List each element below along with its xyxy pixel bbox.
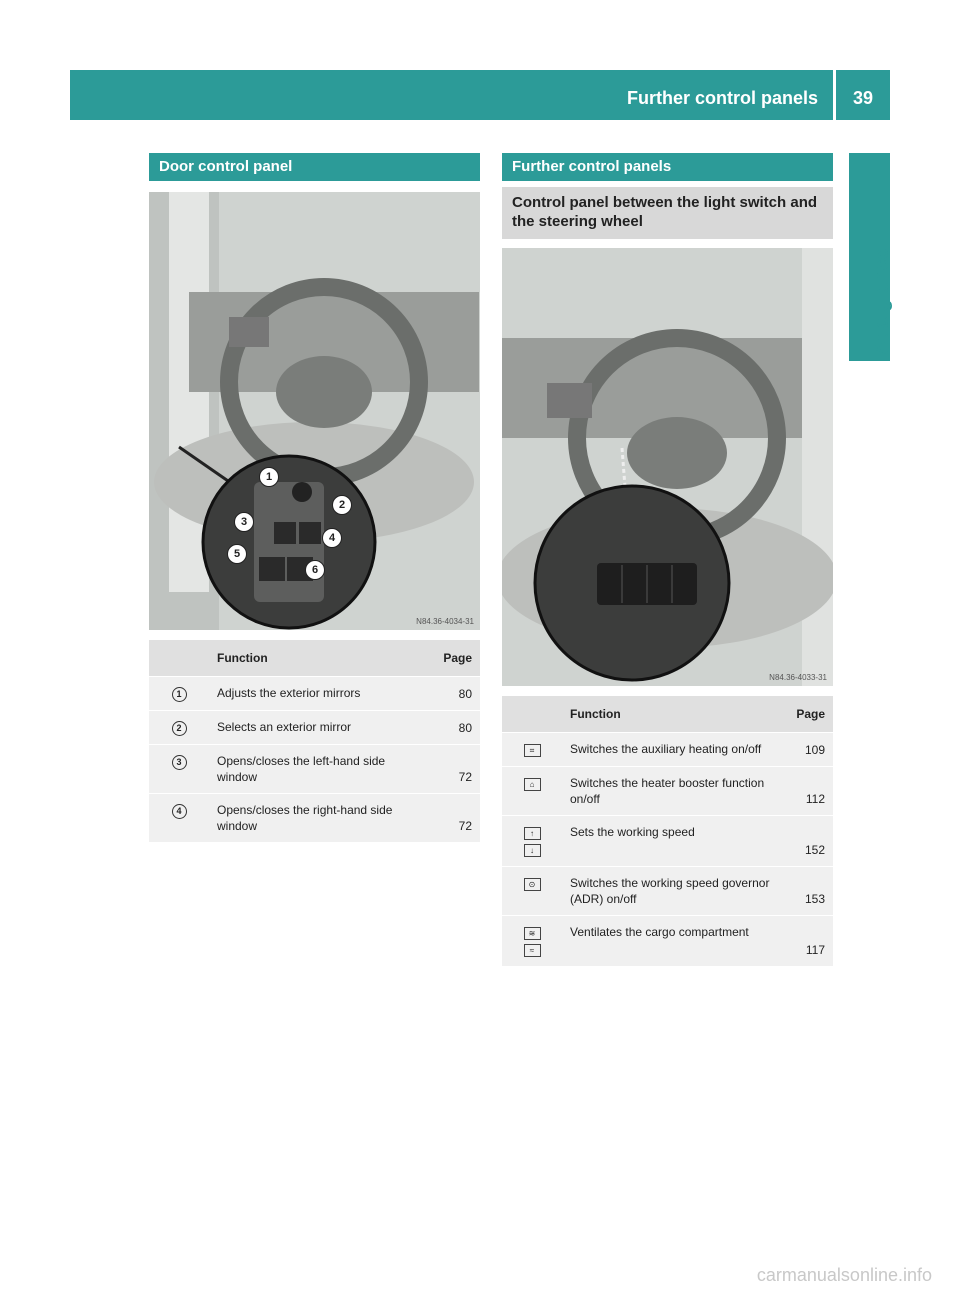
table-row bbox=[502, 767, 833, 816]
adr-icon: ⊙ bbox=[524, 878, 541, 891]
table-row bbox=[149, 677, 480, 711]
callout-1: 1 bbox=[259, 467, 279, 487]
table-row bbox=[149, 711, 480, 745]
page-ref: 112 bbox=[788, 767, 833, 816]
callout-key: 2 bbox=[172, 721, 187, 736]
callout-2: 2 bbox=[332, 495, 352, 515]
control-panel-function-table bbox=[502, 696, 833, 966]
col-header-page: Page bbox=[788, 696, 833, 733]
callout-5: 5 bbox=[227, 544, 247, 564]
callout-3: 3 bbox=[234, 512, 254, 532]
table-row bbox=[502, 867, 833, 916]
section-title-further-control-panels: Further control panels bbox=[502, 153, 833, 181]
page-ref: 117 bbox=[788, 916, 833, 967]
page-ref: 80 bbox=[435, 677, 480, 711]
photo-reference: N84.36-4033-31 bbox=[769, 673, 827, 682]
function-text: Opens/closes the left-hand side window bbox=[209, 745, 435, 794]
callout-key: 3 bbox=[172, 755, 187, 770]
page-ref: 72 bbox=[435, 745, 480, 794]
cargo-ventilation-alt-icon: ≈ bbox=[524, 944, 541, 957]
col-header-key bbox=[502, 696, 562, 733]
col-header-key bbox=[149, 640, 209, 677]
page-number: 39 bbox=[852, 88, 874, 108]
table-row bbox=[502, 733, 833, 767]
callout-key: 1 bbox=[172, 687, 187, 702]
side-tab-label-wrap bbox=[845, 185, 893, 355]
function-text: Opens/closes the right-hand side window bbox=[209, 794, 435, 843]
function-text: Adjusts the exterior mirrors bbox=[209, 677, 435, 711]
col-header-function: Function bbox=[209, 640, 435, 677]
function-text: Selects an exterior mirror bbox=[209, 711, 435, 745]
function-text: Switches the working speed governor (ADR) on/off bbox=[562, 867, 788, 916]
side-tab-label: At a glance bbox=[871, 248, 893, 355]
col-header-function: Function bbox=[562, 696, 788, 733]
function-text: Switches the heater booster function on/off bbox=[562, 767, 788, 816]
working-speed-icon: ↑ bbox=[524, 827, 541, 840]
callout-4: 4 bbox=[322, 528, 342, 548]
cargo-ventilation-icon: ≋ bbox=[524, 927, 541, 940]
door-panel-function-table bbox=[149, 640, 480, 842]
page-ref: 153 bbox=[788, 867, 833, 916]
auxiliary-heating-icon: ⌗ bbox=[524, 744, 541, 757]
table-row bbox=[502, 816, 833, 867]
callout-6: 6 bbox=[305, 560, 325, 580]
subsection-title: Control panel between the light switch and the steering wheel bbox=[502, 187, 833, 239]
control-panel-photo bbox=[502, 248, 833, 686]
table-row bbox=[149, 794, 480, 843]
working-speed-down-icon: ↓ bbox=[524, 844, 541, 857]
door-control-panel-photo bbox=[149, 192, 480, 630]
function-text: Sets the working speed bbox=[562, 816, 788, 867]
function-text: Switches the auxiliary heating on/off bbox=[562, 733, 788, 767]
running-header-title: Further control panels bbox=[626, 88, 818, 108]
page-ref: 72 bbox=[435, 794, 480, 843]
section-title-door-control-panel: Door control panel bbox=[149, 153, 480, 181]
photo-reference: N84.36-4034-31 bbox=[416, 617, 474, 626]
page-ref: 80 bbox=[435, 711, 480, 745]
watermark[interactable]: carmanualsonline.info bbox=[756, 1265, 932, 1285]
table-row bbox=[149, 745, 480, 794]
page-ref: 109 bbox=[788, 733, 833, 767]
heater-booster-icon: ⌂ bbox=[524, 778, 541, 791]
function-text: Ventilates the cargo compartment bbox=[562, 916, 788, 967]
page-ref: 152 bbox=[788, 816, 833, 867]
callout-key: 4 bbox=[172, 804, 187, 819]
col-header-page: Page bbox=[435, 640, 480, 677]
table-row bbox=[502, 916, 833, 967]
